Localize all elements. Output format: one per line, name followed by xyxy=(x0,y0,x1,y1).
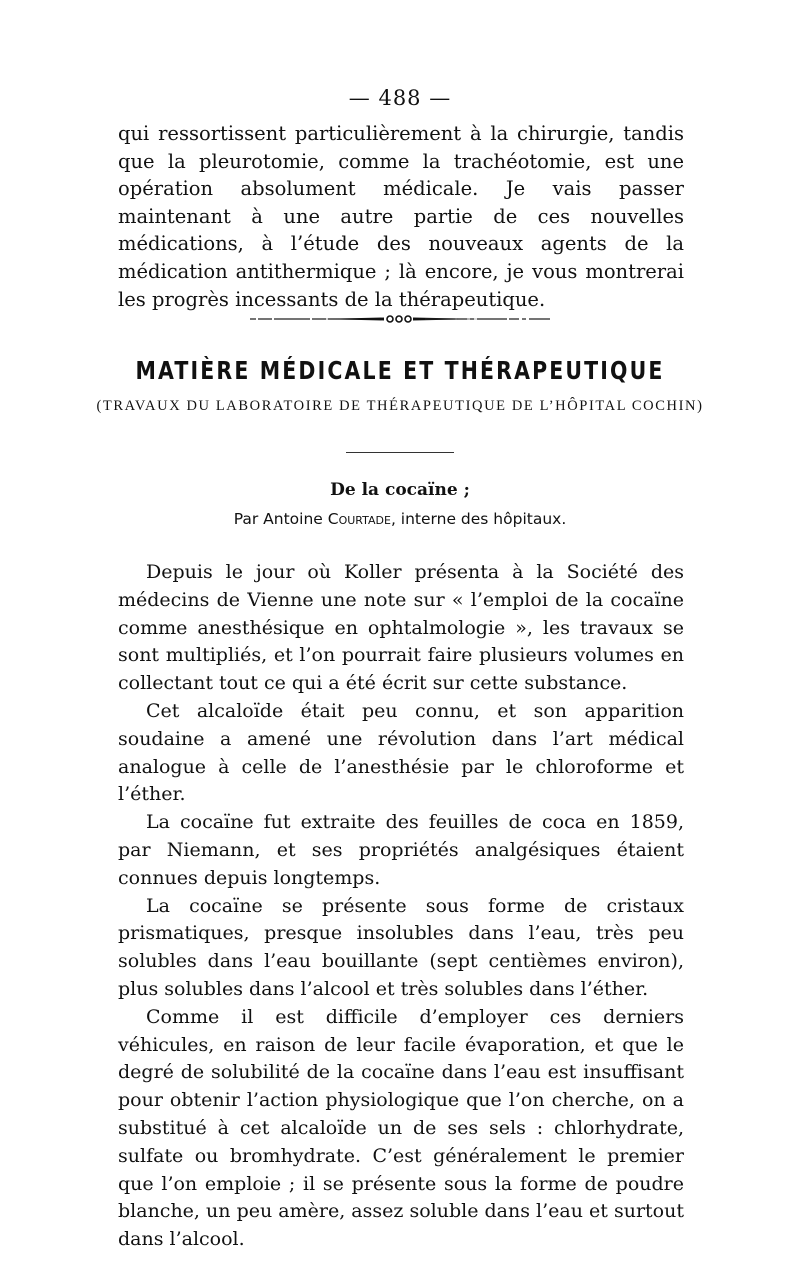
intro-paragraph xyxy=(118,120,684,313)
page-number: — 488 — xyxy=(348,86,452,110)
ornament-circle-3 xyxy=(405,316,411,322)
ornament-left-taper xyxy=(320,318,384,321)
article-body xyxy=(118,559,684,1254)
ornament-circle-2 xyxy=(396,316,402,322)
byline-suffix: , interne des hôpitaux. xyxy=(390,510,567,528)
author-name: Courtade xyxy=(327,510,391,528)
intro-text: qui ressortissent particulièrement à la chirurgie, tandis que la pleurotomie, comme la trachéotomie, est une opération absolument médicale. Je vais passer maintenant à une autre partie de ces nouvelles médications, à l’étude des nouveaux agents de la médication antithermique ; là encore, je vous montrerai les progrès incessants de la thérapeutique. xyxy=(118,122,684,311)
short-divider xyxy=(346,452,454,453)
body-paragraph: Comme il est difficile d’employer ces derniers véhicules, en raison de leur facile évaporation, et que le degré de solubilité de la cocaïne dans l’eau est insuffisant pour obtenir l’action physiologique que l’on cherche, on a substitué à cet alcaloïde un de ses sels : chlorhydrate, sulfate ou bromhydrate. C’est généralement le premier que l’on emploie ; il se présente sous la forme de poudre blanche, un peu amère, assez soluble dans l’eau et surtout dans l’alcool. xyxy=(118,1005,684,1251)
body-paragraph: La cocaïne se présente sous forme de cristaux prismatiques, presque insolubles dans l’eau, très peu solubles dans l’eau bouillante (sept centièmes environ), plus solubles dans l’alcool et très solubles dans l’éther. xyxy=(118,894,684,1000)
section-title: MATIÈRE MÉDICALE ET THÉRAPEUTIQUE xyxy=(135,356,665,385)
body-paragraph: Cet alcaloïde était peu connu, et son apparition soudaine a amené une révolution dans l’art médical analogue à celle de l’anesthésie par le chloroforme et l’éther. xyxy=(118,699,684,806)
body-paragraph: Depuis le jour où Koller présenta à la Société des médecins de Vienne une note sur « l’emploi de la cocaïne comme anesthésique en ophtalmologie », les travaux se sont multipliés, et l’on pourrait faire plusieurs volumes en collectant tout ce qui a été écrit sur cette substance. xyxy=(118,561,684,695)
body-paragraph: La cocaïne fut extraite des feuilles de coca en 1859, par Niemann, et ses propriétés analgésiques étaient connues depuis longtemps. xyxy=(118,811,684,889)
article-title: De la cocaïne ; xyxy=(330,480,470,500)
byline-prefix: Par Antoine xyxy=(233,510,328,528)
section-subtitle: (TRAVAUX DU LABORATOIRE DE THÉRAPEUTIQUE DE L’HÔPITAL COCHIN) xyxy=(96,398,704,414)
ornament-circle-1 xyxy=(387,316,393,322)
article-byline xyxy=(0,510,800,528)
ornamental-divider xyxy=(250,314,550,324)
